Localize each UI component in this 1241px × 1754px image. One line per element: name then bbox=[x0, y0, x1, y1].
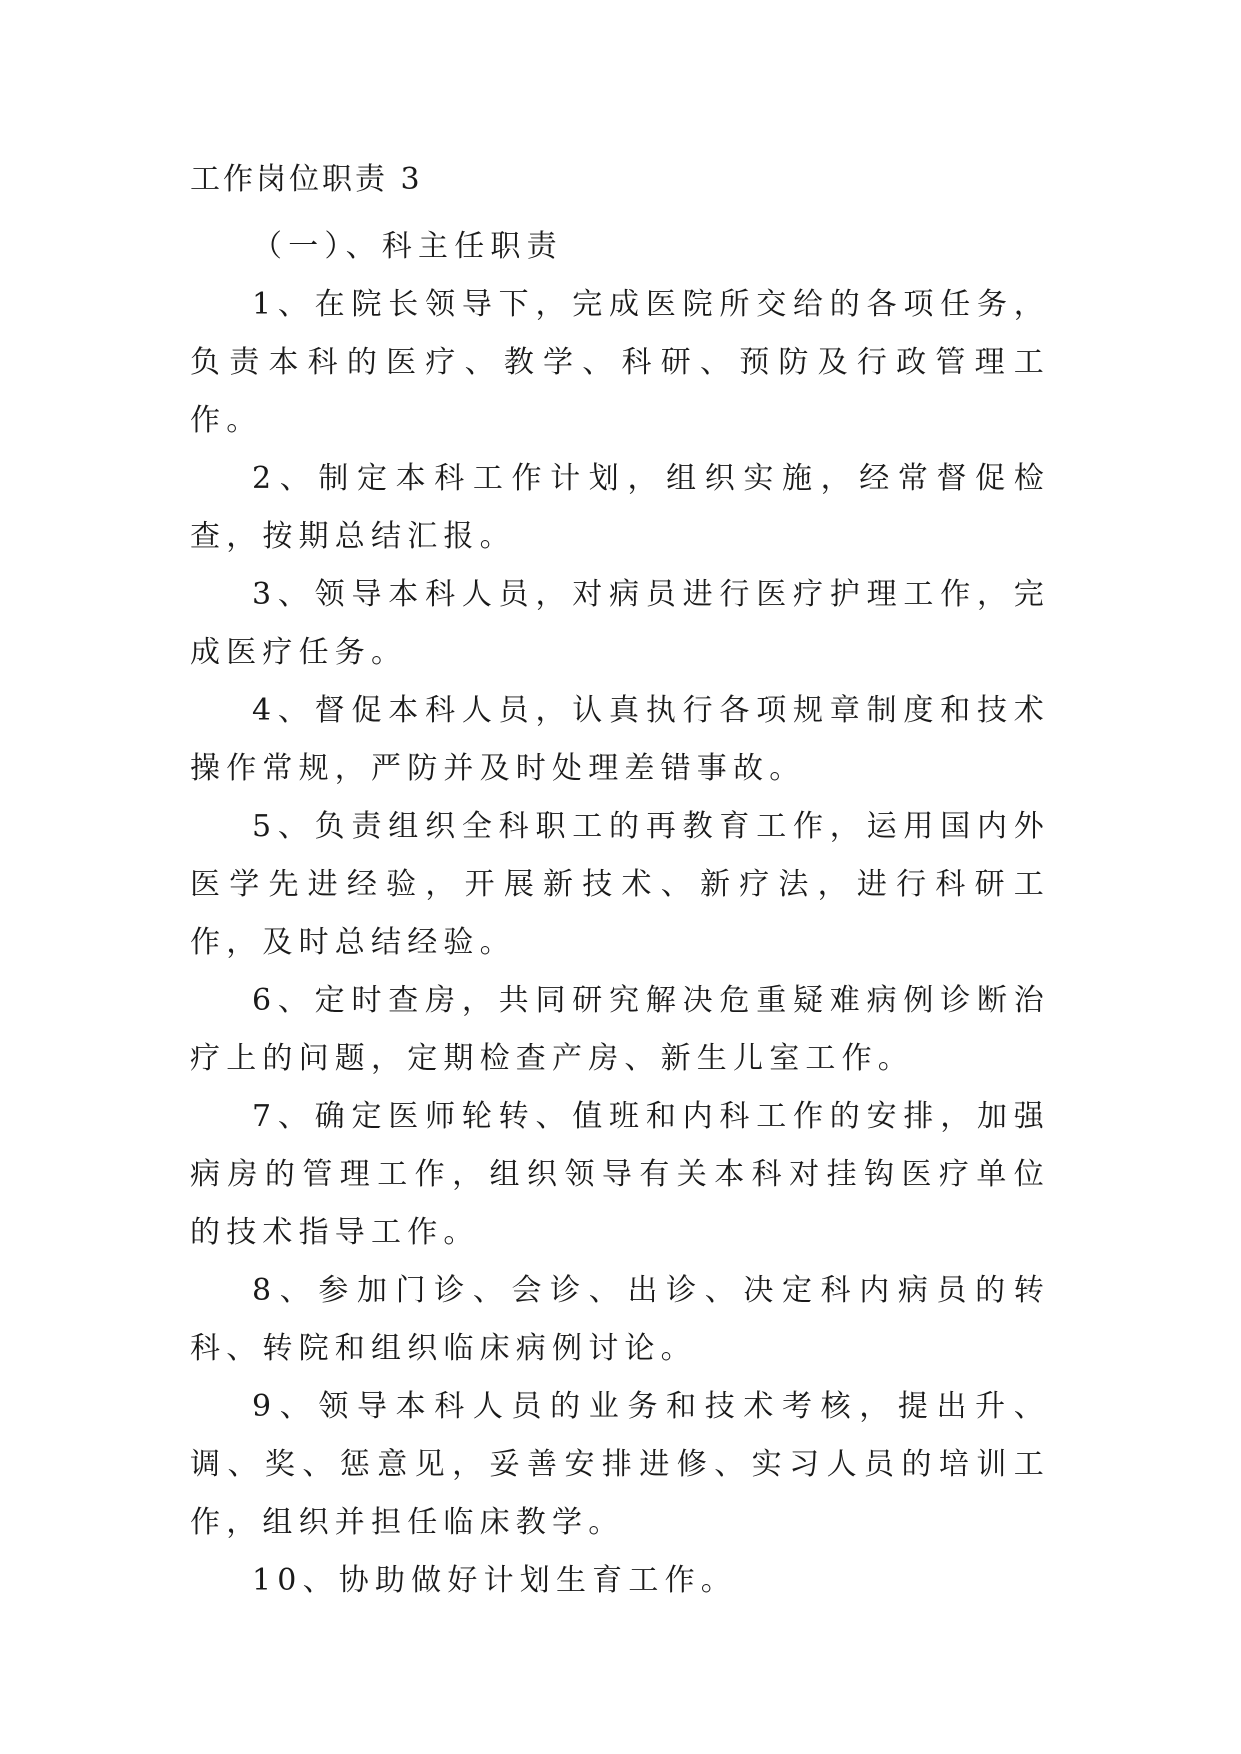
duty-item-10: 10、协助做好计划生育工作。 bbox=[252, 1563, 737, 1598]
duty-item-3: 3、领导本科人员，对病员进行医疗护理工作，完成医疗任务。 bbox=[190, 577, 1050, 670]
duty-item-7: 7、确定医师轮转、值班和内科工作的安排，加强病房的管理工作，组织领导有关本科对挂钩医疗单位的技术指导工作。 bbox=[190, 1099, 1050, 1250]
document-page bbox=[190, 160, 1050, 1610]
duty-item-1: 1、在院长领导下，完成医院所交给的各项任务，负责本科的医疗、教学、科研、预防及行政管理工作。 bbox=[190, 287, 1050, 438]
section-heading: （一）、科主任职责 bbox=[252, 229, 563, 264]
duty-item-2: 2、制定本科工作计划，组织实施，经常督促检查，按期总结汇报。 bbox=[190, 461, 1050, 554]
duty-item-4: 4、督促本科人员，认真执行各项规章制度和技术操作常规，严防并及时处理差错事故。 bbox=[190, 693, 1050, 786]
duty-item-6: 6、定时查房，共同研究解决危重疑难病例诊断治疗上的问题，定期检查产房、新生儿室工作。 bbox=[190, 983, 1050, 1076]
duty-item-9: 9、领导本科人员的业务和技术考核，提出升、调、奖、惩意见，妥善安排进修、实习人员的培训工作，组织并担任临床教学。 bbox=[190, 1389, 1050, 1540]
duty-item-5: 5、负责组织全科职工的再教育工作，运用国内外医学先进经验，开展新技术、新疗法，进行科研工作，及时总结经验。 bbox=[190, 809, 1050, 960]
document-title: 工作岗位职责 3 bbox=[190, 162, 423, 197]
duty-item-8: 8、参加门诊、会诊、出诊、决定科内病员的转科、转院和组织临床病例讨论。 bbox=[190, 1273, 1050, 1366]
